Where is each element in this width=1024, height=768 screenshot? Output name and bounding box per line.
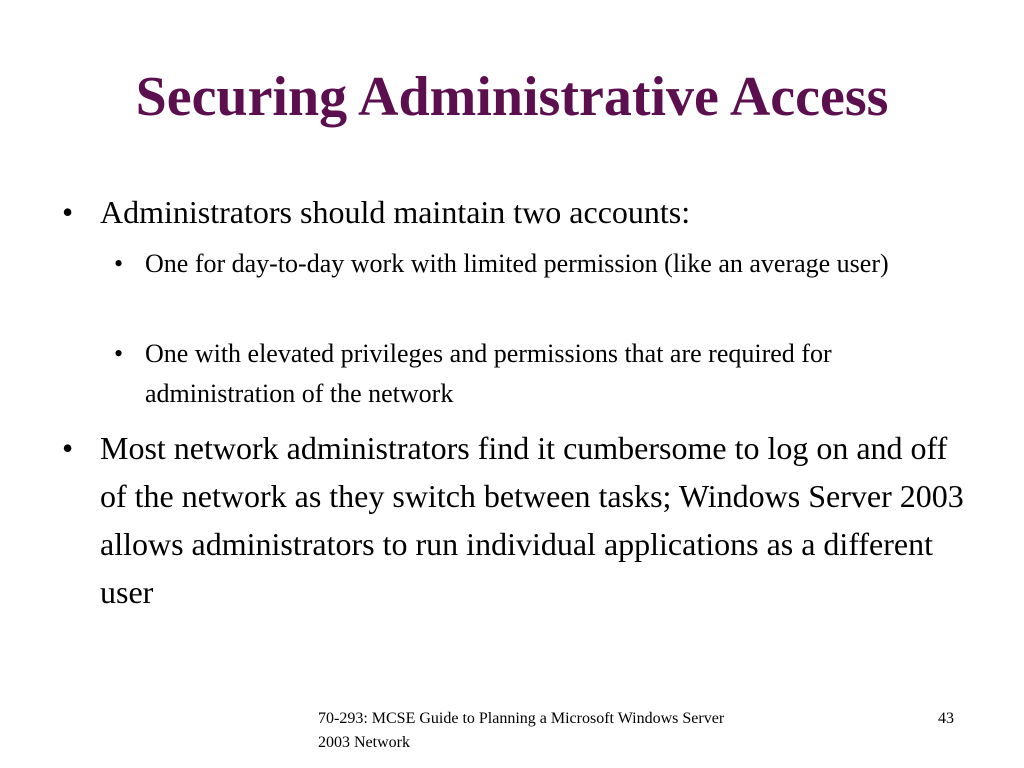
bullet-text-level1: Administrators should maintain two accounts: xyxy=(100,194,691,230)
sub-bullet-text: One with elevated privileges and permissions that are required for administration of the network xyxy=(145,339,832,408)
sub-bullet-marker: • xyxy=(114,249,124,278)
bullet-marker: • xyxy=(62,194,74,230)
footer-course-title: 70-293: MCSE Guide to Planning a Microsoft Windows Server 2003 Network xyxy=(318,710,725,751)
bullet-marker: • xyxy=(62,430,74,466)
sub-bullet-marker: • xyxy=(114,339,124,368)
slide-title: Securing Administrative Access xyxy=(135,66,889,128)
footer-page-number: 43 xyxy=(938,710,954,727)
sub-bullet-text: One for day-to-day work with limited permission (like an average user) xyxy=(145,249,889,278)
bullet-text-level1: Most network administrators find it cumbersome to log on and off of the network as they switch between tasks; Windows Server 2003 allows administrators to run individual applications as a different user xyxy=(100,430,964,610)
